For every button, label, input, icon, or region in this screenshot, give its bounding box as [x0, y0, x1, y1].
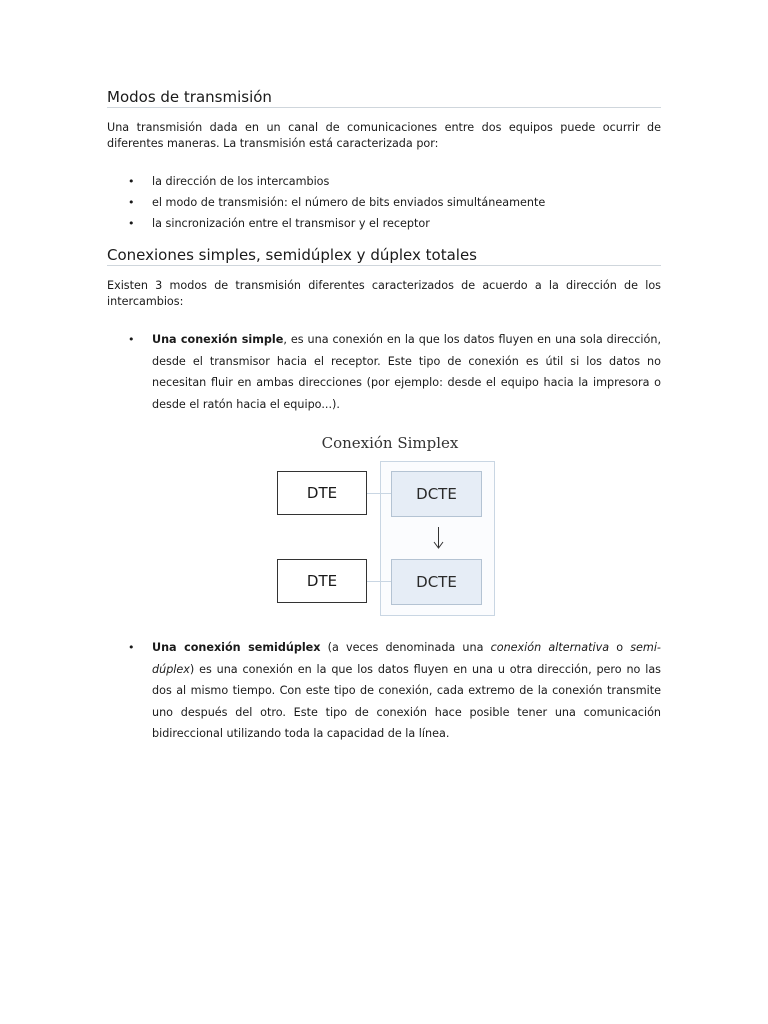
section2-intro: Existen 3 modos de transmisión diferentes caracterizados de acuerdo a la dirección de los intercambios: — [107, 279, 661, 308]
list-item-text: la sincronización entre el transmisor y el receptor — [152, 217, 430, 230]
term-simplex: Una conexión simple — [152, 333, 284, 346]
list-item-simplex — [107, 329, 661, 415]
dcte-box-top: DCTE — [391, 471, 482, 517]
dte-box-top: DTE — [277, 471, 367, 515]
connection-types-list — [107, 329, 661, 415]
term-alternativa: conexión alternativa — [490, 641, 610, 654]
characteristics-list — [107, 174, 661, 237]
list-item — [107, 174, 661, 195]
section-heading-conexiones: Conexiones simples, semidúplex y dúplex totales — [107, 246, 661, 266]
list-item — [107, 195, 661, 216]
semiduplex-text-c: ) es una conexión en la que los datos fluyen en una u otra dirección, pero no las dos al mismo tiempo. Con este tipo de conexión, cada extremo de la conexión transmite uno después del otro. Este tipo de conexión hace posible tener una comunicación bidireccional utilizando toda la capacidad de la línea. — [152, 662, 661, 741]
connector-line-bottom — [367, 581, 392, 582]
bullet-icon: • — [128, 641, 135, 654]
down-arrow-icon — [433, 541, 444, 550]
list-item-semiduplex — [107, 637, 661, 745]
semiduplex-text-b: o — [609, 641, 631, 654]
connector-line-top — [367, 493, 392, 494]
term-semiduplex: Una conexión semidúplex — [152, 641, 321, 654]
list-item-text: la dirección de los intercambios — [152, 175, 330, 188]
dcte-box-bottom: DCTE — [391, 559, 482, 605]
simplex-description: , es una conexión en la que los datos fluyen en una sola dirección, desde el transmisor hacia el receptor. Este tipo de conexión es útil si los datos no necesitan fluir en ambas direcciones (por ejemplo: desde el equipo hacia la impresora o desde el ratón hacia el equipo...). — [152, 333, 661, 411]
bullet-icon: • — [128, 175, 135, 188]
bullet-icon: • — [128, 217, 135, 230]
bullet-icon: • — [128, 196, 135, 209]
term-semi-duplex: semi-dúplex — [152, 641, 661, 676]
list-item-text: el modo de transmisión: el número de bits enviados simultáneamente — [152, 196, 546, 209]
section-heading-modos: Modos de transmisión — [107, 88, 661, 108]
connection-types-list-2 — [107, 637, 661, 745]
section1-intro: Una transmisión dada en un canal de comunicaciones entre dos equipos puede ocurrir de diferentes maneras. La transmisión está caracterizada por: — [107, 121, 661, 150]
bullet-icon: • — [128, 333, 135, 346]
diagram-title: Conexión Simplex — [321, 434, 459, 452]
dte-box-bottom: DTE — [277, 559, 367, 603]
list-item — [107, 216, 661, 237]
semiduplex-text-a: (a veces denominada una — [320, 641, 491, 654]
